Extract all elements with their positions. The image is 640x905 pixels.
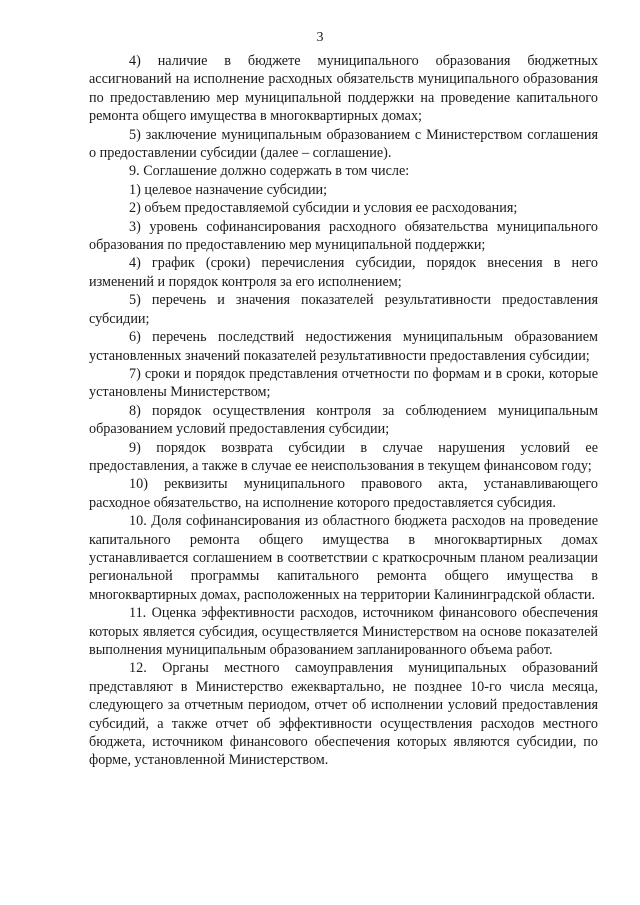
paragraph-section-10: 10. Доля софинансирования из областного бюджета расходов на проведение капитального ремонта общего имущества в многоквартирных домах устанавливается соглашением в соответствии с краткосрочным планом реализации региональной программы капитального ремонта общего имущества в многоквартирных домах, расположенных на территории Калининградской области. (89, 513, 598, 603)
paragraph-item-4-schedule: 4) график (сроки) перечисления субсидии, порядок внесения в него изменений и порядок контроля за его исполнением; (89, 255, 598, 290)
page-number: 3 (316, 30, 324, 45)
paragraph-item-10-legal-act: 10) реквизиты муниципального правового акта, устанавливающего расходное обязательство, на исполнение которого предоставляется субсидия. (89, 476, 598, 511)
paragraph-item-1-purpose: 1) целевое назначение субсидии; (129, 181, 328, 198)
document-body (89, 52, 598, 770)
paragraph-item-9-refund: 9) порядок возврата субсидии в случае нарушения условий ее предоставления, а также в случае ее неиспользования в текущем финансовом году; (89, 439, 598, 474)
paragraph-item-5-agreement: 5) заключение муниципальным образованием с Министерством соглашения о предоставлении субсидии (далее – соглашение). (89, 126, 598, 162)
paragraph-item-6-consequences: 6) перечень последствий недостижения муниципальным образованием установленных значений показателей результативности предоставления субсидии; (89, 329, 598, 364)
paragraph-item-8-control: 8) порядок осуществления контроля за соблюдением муниципальным образованием условий предоставления субсидии; (89, 402, 598, 438)
paragraph-section-9: 9. Соглашение должно содержать в том числе: (129, 163, 410, 180)
paragraph-item-3-cofinancing-level: 3) уровень софинансирования расходного обязательства муниципального образования по предоставлению мер муниципальной поддержки; (89, 218, 598, 254)
paragraph-section-12: 12. Органы местного самоуправления муниципальных образований представляют в Министерство ежеквартально, не позднее 10-го числа месяца, следующего за отчетным периодом, отчет об исполнении условий предоставления субсидий, а также отчет об эффективности осуществления расходов местного бюджета, источником финансового обеспечения которых являются субсидии, по форме, установленной Министерством. (89, 660, 598, 769)
paragraph-item-5-indicators: 5) перечень и значения показателей результативности предоставления субсидии; (89, 292, 598, 327)
paragraph-item-7-reporting: 7) сроки и порядок представления отчетности по формам и в сроки, которые установлены Министерством; (89, 365, 598, 401)
paragraph-item-2-amount: 2) объем предоставляемой субсидии и условия ее расходования; (129, 200, 518, 217)
paragraph-item-4-budget-allocations: 4) наличие в бюджете муниципального образования бюджетных ассигнований на исполнение расходных обязательств муниципального образования по предоставлению мер муниципальной поддержки на проведение капитального ремонта общего имущества в многоквартирных домах; (89, 53, 598, 125)
paragraph-section-11: 11. Оценка эффективности расходов, источником финансового обеспечения которых является субсидия, осуществляется Министерством на основе показателей выполнения муниципальным образованием запланированного объема работ. (89, 605, 598, 658)
